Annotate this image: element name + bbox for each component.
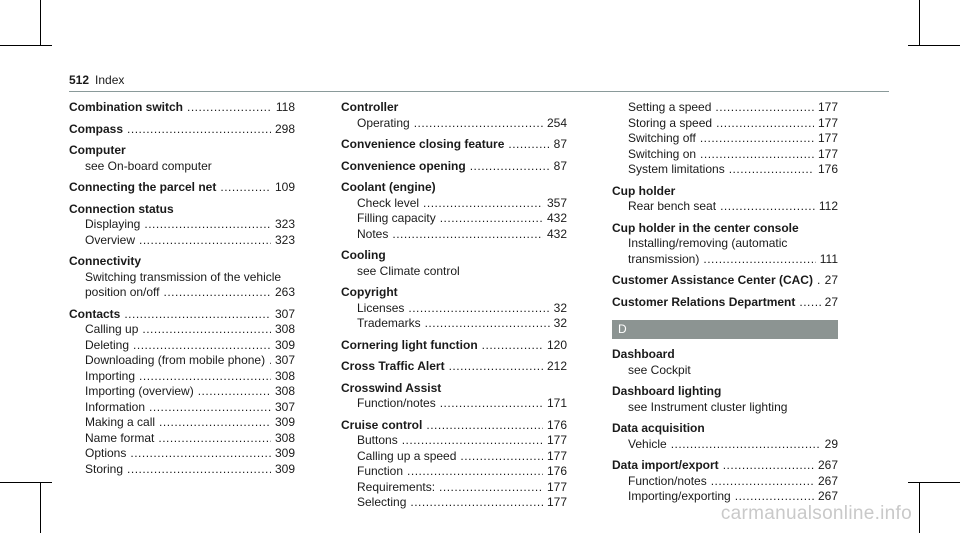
index-subentry-text: Function/notes [357, 396, 436, 410]
index-subentry-line [69, 217, 295, 233]
index-heading-text: Cruise control [341, 417, 423, 432]
index-subentry-line [341, 495, 567, 511]
dot-leader [158, 431, 271, 447]
page-title: Index [95, 73, 125, 87]
page-reference[interactable]: 309 [274, 337, 295, 352]
index-heading-text: Cooling [341, 248, 386, 262]
index-entry [69, 202, 295, 249]
page-reference[interactable]: 176 [546, 464, 567, 478]
index-entry [341, 381, 567, 412]
page-header [69, 73, 124, 87]
page-reference[interactable]: 267 [817, 489, 838, 503]
index-subentry-text: Displaying [85, 217, 141, 231]
index-subentry-text: Buttons [357, 433, 398, 447]
dot-leader [703, 252, 815, 268]
dot-leader [817, 273, 821, 289]
index-subentry-text: see Climate control [357, 263, 460, 278]
dot-leader [799, 295, 820, 311]
index-subentry-text: Storing [85, 461, 124, 476]
index-entry [612, 100, 838, 178]
index-subentry-text: Storing a speed [628, 115, 713, 130]
index-subentry-line [341, 196, 567, 212]
page-reference[interactable]: 87 [553, 137, 567, 151]
index-subentry-line [69, 270, 295, 286]
index-subentry-line [341, 449, 567, 465]
dot-leader [482, 338, 543, 354]
page-reference[interactable]: 432 [546, 226, 567, 241]
page-reference[interactable]: 309 [274, 415, 295, 429]
page-reference[interactable]: 27 [824, 294, 838, 309]
index-heading-line [69, 122, 295, 138]
page-reference[interactable]: 29 [824, 436, 838, 451]
index-entry [612, 184, 838, 215]
index-entry [341, 248, 567, 279]
index-heading-text: Crosswind Assist [341, 380, 442, 395]
index-heading-text: Connection status [69, 201, 174, 216]
page-reference[interactable]: 298 [274, 121, 295, 136]
index-subentry-line [612, 252, 838, 268]
index-heading-text: Data import/export [612, 458, 719, 472]
index-subentry-line [69, 353, 295, 369]
index-entry [612, 458, 838, 505]
index-heading-text: Cross Traffic Alert [341, 359, 445, 373]
index-entry [341, 359, 567, 375]
index-heading-text: Combination switch [69, 100, 183, 114]
dot-leader [700, 147, 814, 163]
index-subentry-line [69, 400, 295, 416]
page-reference[interactable]: 307 [274, 399, 295, 414]
dot-leader [124, 307, 271, 323]
dot-leader [127, 122, 271, 138]
index-heading-text: Connecting the parcel net [69, 180, 217, 194]
dot-leader [449, 359, 543, 375]
index-column-2 [341, 100, 567, 517]
crop-mark [0, 45, 52, 46]
index-entry [341, 285, 567, 332]
index-subentry-line [69, 233, 295, 249]
page-reference[interactable]: 267 [817, 458, 838, 472]
section-letter: D [612, 320, 838, 339]
dot-leader [425, 316, 550, 332]
index-subentry-line [612, 147, 838, 163]
index-heading-text: Cup holder in the center console [612, 220, 799, 235]
index-subentry-line [612, 100, 838, 116]
index-subentry-line [612, 363, 838, 379]
dot-leader [142, 322, 271, 338]
index-entry [341, 418, 567, 511]
index-heading-line [341, 100, 567, 116]
dot-leader [414, 116, 543, 132]
index-heading-line [341, 338, 567, 354]
index-subentry-text: Switching on [628, 146, 697, 161]
dot-leader [144, 217, 271, 233]
page-reference[interactable]: 177 [817, 146, 838, 161]
index-subentry-line [341, 264, 567, 280]
index-subentry-text: Licenses [357, 300, 405, 315]
index-subentry-text: position on/off [85, 285, 160, 299]
index-entry [69, 143, 295, 174]
page-reference[interactable]: 112 [818, 199, 838, 213]
page-reference[interactable]: 87 [553, 158, 567, 173]
page-reference[interactable]: 118 [275, 100, 295, 114]
dot-leader [130, 446, 271, 462]
dot-leader [159, 415, 271, 431]
index-heading-text: Dashboard [612, 347, 675, 361]
index-subentry-line [341, 464, 567, 480]
crop-mark [0, 482, 52, 483]
index-subentry-text: Downloading (from mobile phone) [85, 353, 266, 367]
index-subentry-text: Information [85, 399, 146, 414]
dot-leader [139, 369, 271, 385]
page-reference[interactable]: 177 [546, 433, 567, 447]
index-subentry-text: Name format [85, 430, 155, 445]
dot-leader [723, 458, 814, 474]
index-subentry-line [612, 116, 838, 132]
index-heading-text: Customer Assistance Center (CAC) [612, 273, 813, 287]
watermark: carmanualsonline.info [720, 503, 912, 524]
page-reference[interactable]: 177 [546, 448, 567, 463]
index-subentry-text: see Instrument cluster lighting [628, 399, 788, 414]
index-heading-line [69, 202, 295, 218]
index-heading-line [69, 254, 295, 270]
index-subentry-line [341, 211, 567, 227]
index-heading-text: Computer [69, 143, 126, 157]
dot-leader [198, 384, 271, 400]
index-entry [341, 100, 567, 131]
index-heading-line [341, 137, 567, 153]
index-heading-line [612, 221, 838, 237]
index-subentry-line [341, 116, 567, 132]
crop-mark [908, 482, 960, 483]
index-entry [612, 273, 838, 289]
index-entry [341, 159, 567, 175]
index-heading-line [341, 418, 567, 434]
index-subentry-text: Switching transmission of the vehicle [85, 269, 282, 284]
index-subentry-line [612, 400, 838, 416]
index-subentry-text: transmission) [628, 251, 700, 266]
crop-mark [919, 0, 920, 45]
page-reference[interactable]: 323 [274, 232, 295, 247]
index-subentry-text: Notes [357, 226, 389, 241]
index-heading-line [612, 273, 838, 289]
index-heading-text: Connectivity [69, 254, 142, 268]
index-heading-text: Dashboard lighting [612, 384, 722, 398]
index-heading-text: Controller [341, 100, 399, 114]
index-subentry-text: Switching off [628, 131, 696, 145]
index-subentry-line [69, 338, 295, 354]
index-heading-text: Customer Relations Department [612, 294, 796, 309]
index-heading-text: Convenience opening [341, 158, 466, 173]
index-subentry-text: Options [85, 446, 127, 460]
dot-leader [439, 480, 543, 496]
index-heading-text: Contacts [69, 306, 121, 321]
index-entry [612, 295, 838, 311]
index-heading-text: Convenience closing feature [341, 137, 505, 151]
index-subentry-line [612, 131, 838, 147]
index-subentry-line [341, 396, 567, 412]
index-subentry-text: Check level [357, 195, 420, 210]
dot-leader [426, 418, 543, 434]
dot-leader [402, 433, 543, 449]
index-subentry-line [341, 480, 567, 496]
index-heading-text: Data acquisition [612, 421, 705, 435]
page-reference[interactable]: 308 [274, 322, 295, 336]
page-reference[interactable]: 176 [817, 162, 838, 176]
page-reference[interactable]: 32 [553, 300, 567, 315]
dot-leader [729, 162, 814, 178]
crop-mark [908, 45, 960, 46]
index-entry [69, 307, 295, 478]
dot-leader [407, 464, 543, 480]
index-entry [69, 254, 295, 301]
index-subentry-line [612, 437, 838, 453]
index-heading-line [341, 248, 567, 264]
page-reference[interactable]: 109 [274, 180, 295, 194]
crop-mark [919, 482, 920, 533]
dot-leader [715, 100, 814, 116]
page-reference[interactable]: 177 [546, 495, 567, 509]
page-reference[interactable]: 111 [819, 251, 838, 266]
index-heading-line [69, 143, 295, 159]
index-subentry-text: Calling up a speed [357, 448, 457, 463]
page-reference[interactable]: 171 [546, 396, 567, 410]
dot-leader [139, 233, 271, 249]
index-subentry-text: Rear bench seat [628, 199, 717, 213]
index-subentry-text: Trademarks [357, 316, 421, 330]
page-reference[interactable]: 308 [274, 368, 295, 383]
index-subentry-line [69, 159, 295, 175]
dot-leader [127, 462, 271, 478]
index-heading-line [612, 347, 838, 363]
index-heading-line [612, 421, 838, 437]
index-column-1 [69, 100, 295, 483]
index-subentry-text: Importing (overview) [85, 384, 194, 398]
index-subentry-text: Deleting [85, 337, 130, 352]
index-subentry-line [341, 227, 567, 243]
dot-leader [700, 131, 814, 147]
index-subentry-text: Setting a speed [628, 100, 712, 114]
index-subentry-line [69, 446, 295, 462]
page-reference[interactable]: 308 [274, 384, 295, 398]
index-heading-line [69, 180, 295, 196]
index-subentry-text: Installing/removing (automatic [628, 236, 788, 250]
crop-mark [40, 0, 41, 45]
index-subentry-text: Function [357, 464, 404, 478]
index-entry [341, 180, 567, 242]
dot-leader [408, 301, 549, 317]
index-heading-line [341, 359, 567, 375]
page-reference[interactable]: 263 [274, 285, 295, 299]
index-subentry-text: Operating [357, 115, 410, 130]
dot-leader [460, 449, 543, 465]
page-reference[interactable]: 432 [546, 211, 567, 225]
index-entry [341, 338, 567, 354]
index-subentry-text: Vehicle [628, 436, 667, 451]
index-subentry-line [612, 236, 838, 252]
index-subentry-line [341, 316, 567, 332]
page-reference[interactable]: 177 [546, 479, 567, 494]
index-subentry-text: Function/notes [628, 473, 707, 488]
dot-leader [269, 353, 271, 369]
index-subentry-line [69, 322, 295, 338]
page-reference[interactable]: 212 [546, 359, 567, 373]
dot-leader [149, 400, 271, 416]
page-reference[interactable]: 32 [553, 316, 567, 330]
page-reference[interactable]: 307 [274, 306, 295, 321]
page-reference[interactable]: 267 [817, 473, 838, 488]
index-subentry-line [69, 415, 295, 431]
dot-leader [164, 285, 271, 301]
index-subentry-line [612, 474, 838, 490]
index-heading-line [341, 180, 567, 196]
index-heading-line [341, 381, 567, 397]
page-reference[interactable]: 323 [274, 217, 295, 231]
index-subentry-line [69, 285, 295, 301]
index-subentry-text: Overview [85, 232, 136, 247]
dot-leader [410, 495, 543, 511]
dot-leader [720, 199, 815, 215]
index-subentry-line [69, 462, 295, 478]
header-rule [69, 91, 889, 92]
index-heading-text: Cup holder [612, 183, 676, 198]
index-subentry-line [612, 162, 838, 178]
dot-leader [508, 137, 549, 153]
page-reference[interactable]: 309 [274, 446, 295, 460]
index-heading-text: Compass [69, 121, 124, 136]
index-heading-line [341, 285, 567, 301]
index-subentry-text: Importing [85, 368, 136, 383]
index-entry [69, 180, 295, 196]
index-subentry-line [69, 384, 295, 400]
index-heading-line [69, 307, 295, 323]
index-column-3 [612, 100, 838, 511]
crop-mark [40, 482, 41, 533]
index-entry [69, 100, 295, 116]
index-entry [612, 384, 838, 415]
page-reference[interactable]: 307 [274, 353, 295, 367]
dot-leader [671, 437, 821, 453]
page-reference[interactable]: 177 [817, 115, 838, 130]
page-reference[interactable]: 357 [546, 195, 567, 210]
index-subentry-text: Making a call [85, 415, 156, 429]
page-reference[interactable]: 308 [274, 430, 295, 445]
index-entry [612, 347, 838, 378]
index-subentry-line [612, 199, 838, 215]
dot-leader [716, 116, 814, 132]
page-reference[interactable]: 254 [546, 115, 567, 130]
index-subentry-text: Calling up [85, 322, 139, 336]
dot-leader [423, 196, 543, 212]
index-subentry-line [69, 369, 295, 385]
index-subentry-text: Importing/exporting [628, 489, 731, 503]
dot-leader [133, 338, 271, 354]
page-number: 512 [69, 73, 90, 87]
index-subentry-text: Selecting [357, 495, 407, 509]
index-subentry-line [341, 301, 567, 317]
dot-leader [440, 211, 543, 227]
dot-leader [220, 180, 271, 196]
index-heading-line [612, 295, 838, 311]
index-subentry-line [341, 433, 567, 449]
index-entry [612, 221, 838, 268]
page-reference[interactable]: 176 [546, 417, 567, 432]
index-subentry-line [69, 431, 295, 447]
page-reference[interactable]: 177 [817, 100, 838, 114]
index-subentry-text: Requirements: [357, 479, 436, 494]
dot-leader [187, 100, 272, 116]
dot-leader [392, 227, 543, 243]
page-reference[interactable]: 120 [546, 337, 567, 352]
index-heading-line [341, 159, 567, 175]
dot-leader [711, 474, 814, 490]
index-subentry-text: System limitations [628, 162, 725, 176]
index-entry [341, 137, 567, 153]
dot-leader [470, 159, 550, 175]
index-heading-line [612, 384, 838, 400]
index-subentry-text: see Cockpit [628, 362, 691, 377]
index-heading-line [69, 100, 295, 116]
index-heading-text: Copyright [341, 285, 398, 299]
page-reference[interactable]: 309 [274, 461, 295, 476]
page-reference[interactable]: 27 [824, 273, 838, 287]
index-subentry-text: Filling capacity [357, 211, 436, 225]
index-heading-line [612, 458, 838, 474]
index-heading-text: Coolant (engine) [341, 180, 436, 194]
index-heading-text: Cornering light function [341, 337, 478, 352]
index-heading-line [612, 184, 838, 200]
page-reference[interactable]: 177 [817, 131, 838, 145]
index-entry [69, 122, 295, 138]
index-subentry-text: see On-board computer [85, 158, 212, 173]
dot-leader [440, 396, 543, 412]
index-entry [612, 421, 838, 452]
